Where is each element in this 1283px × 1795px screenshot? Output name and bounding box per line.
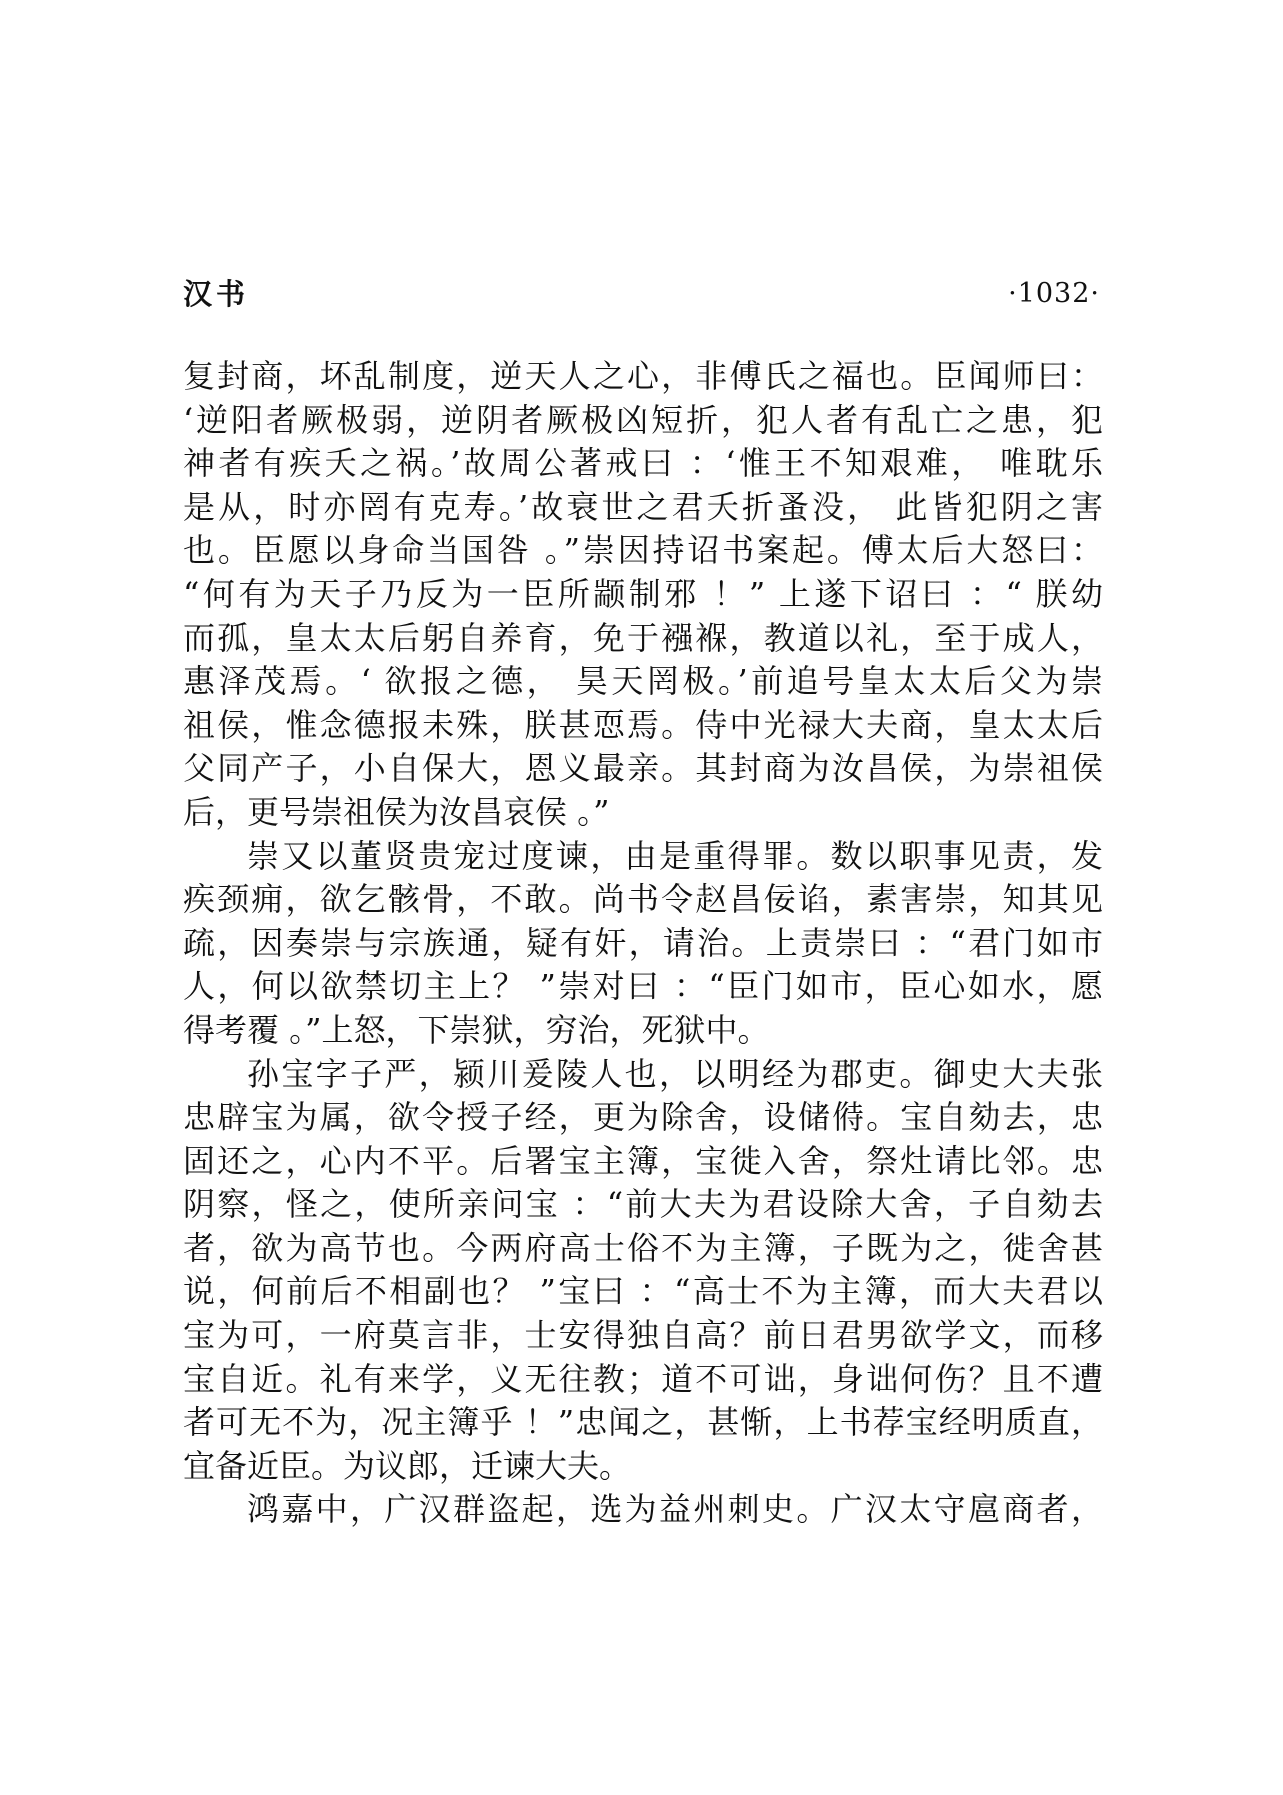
- text-line: 孙宝字子严，颍川爰陵人也，以明经为郡吏。御史大夫张: [247, 1054, 1103, 1093]
- text-line: 宜备近臣。为议郎，迁谏大夫。: [183, 1446, 632, 1485]
- book-title: 汉书: [183, 277, 250, 311]
- text-line: 也。臣愿以身命当国咎 。”崇因持诏书案起。傅太后大怒曰：: [183, 531, 1103, 570]
- text-line: 宝为可，一府莫言非，士安得独自高？前日君男欲学文，而移: [183, 1316, 1103, 1355]
- text-line: 是从，时亦罔有克寿。’故衰世之君夭折蚤没， 此皆犯阴之害: [183, 487, 1103, 526]
- text-line: 疾颈痈，欲乞骸骨，不敢。尚书令赵昌佞谄，素害崇，知其见: [183, 880, 1103, 919]
- text-line: 而孤，皇太太后躬自养育，免于襁褓，教道以礼，至于成人，: [183, 618, 1103, 657]
- text-line: 人，何以欲禁切主上？ ”崇对曰 ：“臣门如市，臣心如水，愿: [183, 967, 1103, 1006]
- text-line: 说，何前后不相副也？ ”宝曰 ：“高士不为主簿，而大夫君以: [183, 1272, 1103, 1311]
- text-line: “何有为天子乃反为一臣所颛制邪 ！” 上遂下诏曰 ：“ 朕幼: [183, 574, 1103, 613]
- text-line: 后，更号崇祖侯为汝昌哀侯 。”: [183, 792, 610, 831]
- text-line: 得考覆 。”上怒，下崇狱，穷治，死狱中。: [183, 1010, 770, 1049]
- text-line: 惠泽茂焉。‘ 欲报之德， 昊天罔极。’前追号皇太太后父为崇: [183, 662, 1103, 701]
- text-line: 鸿嘉中，广汉群盗起，选为益州刺史。广汉太守扈商者，: [247, 1490, 1103, 1529]
- page-header: [183, 272, 1100, 316]
- text-line: 宝自近。礼有来学，义无往教；道不可诎，身诎何伤？且不遭: [183, 1359, 1103, 1398]
- text-line: 者，欲为高节也。今两府高士俗不为主簿，子既为之，徙舍甚: [183, 1228, 1103, 1267]
- text-line: ‘逆阳者厥极弱，逆阴者厥极凶短折，犯人者有乱亡之患，犯: [183, 400, 1103, 439]
- text-line: 复封商，坏乱制度，逆天人之心，非傅氏之福也。臣闻师曰：: [183, 357, 1103, 395]
- text-line: 固还之，心内不平。后署宝主簿，宝徙入舍，祭灶请比邻。忠: [183, 1141, 1103, 1180]
- text-line: 崇又以董贤贵宠过度谏，由是重得罪。数以职事见责，发: [247, 836, 1103, 875]
- text-line: 者可无不为，况主簿乎 ！”忠闻之，甚惭，上书荐宝经明质直，: [183, 1403, 1103, 1442]
- page-number: ·1032·: [1008, 278, 1100, 309]
- body-text: [183, 355, 1103, 1532]
- text-line: 神者有疾夭之祸。’故周公著戒曰 ：‘惟王不知艰难， 唯耽乐: [183, 444, 1103, 483]
- text-line: 阴察，怪之，使所亲问宝 ：“前大夫为君设除大舍，子自劾去: [183, 1185, 1103, 1224]
- text-line: 疏，因奏崇与宗族通，疑有奸，请治。上责崇曰 ：“君门如市: [183, 923, 1103, 962]
- text-line: 父同产子，小自保大，恩义最亲。其封商为汝昌侯，为崇祖侯: [183, 749, 1103, 788]
- text-line: 祖侯，惟念德报未殊，朕甚恧焉。侍中光禄大夫商，皇太太后: [183, 705, 1103, 744]
- text-line: 忠辟宝为属，欲令授子经，更为除舍，设储偫。宝自劾去，忠: [183, 1098, 1103, 1137]
